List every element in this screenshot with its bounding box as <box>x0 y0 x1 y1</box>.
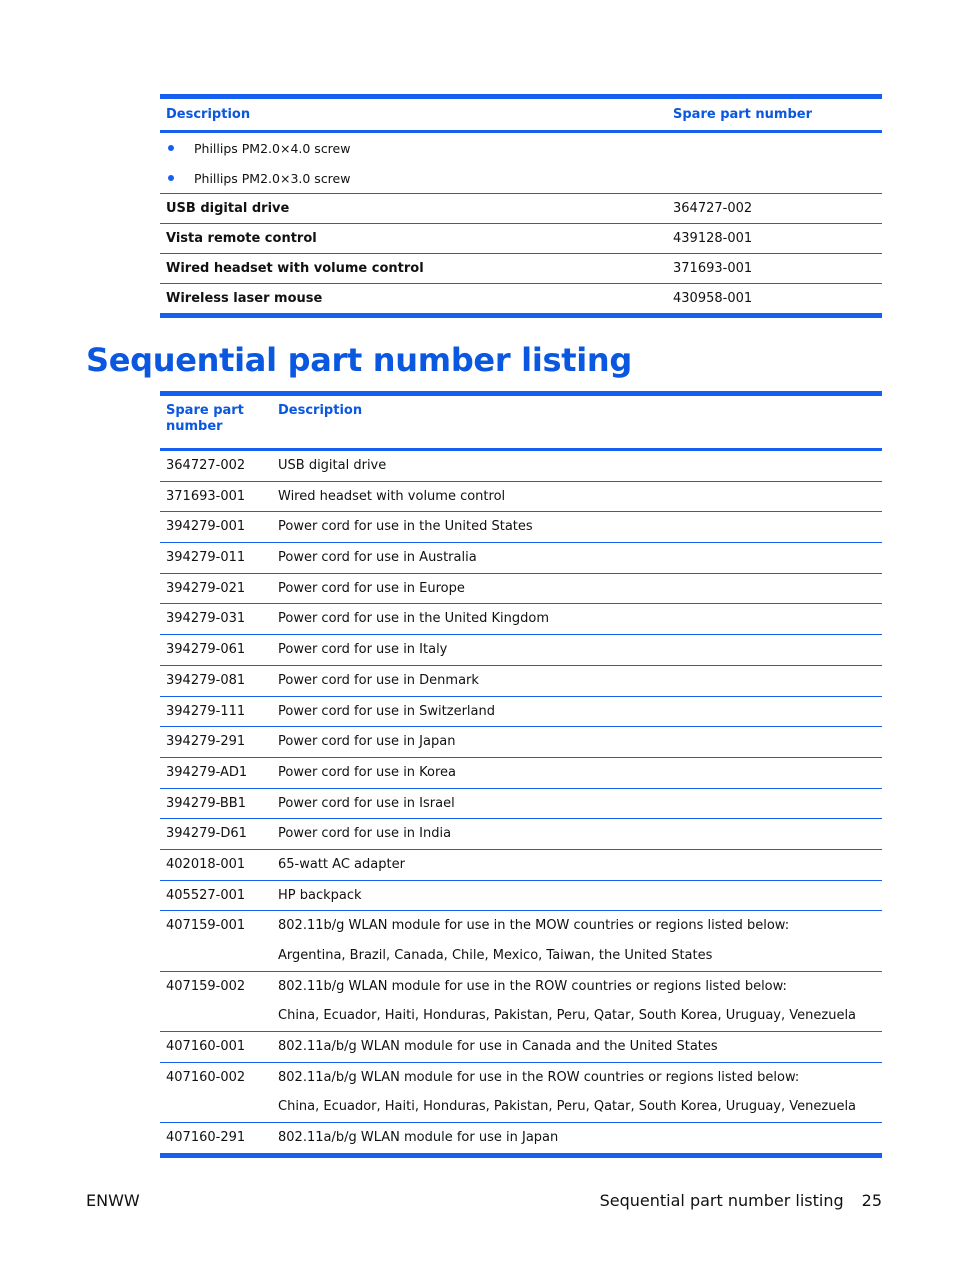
row-description <box>272 758 882 788</box>
description-line: Power cord for use in Denmark <box>278 672 479 688</box>
table-row <box>160 1062 882 1122</box>
header-spare-part-number: Spare part number <box>673 107 813 122</box>
row-part-number: 371693-001 <box>673 261 753 276</box>
row-description: Vista remote control <box>166 231 317 246</box>
table-header <box>160 396 882 451</box>
description-line: Wired headset with volume control <box>278 488 506 504</box>
sequential-parts-table <box>160 391 882 1158</box>
row-part-number: 394279-D61 <box>166 826 247 842</box>
description-line: Power cord for use in the United States <box>278 519 533 535</box>
table-row <box>160 451 882 481</box>
table-row <box>160 542 882 573</box>
table-row <box>160 788 882 819</box>
page-number: 25 <box>861 1191 882 1210</box>
description-line: Power cord for use in Italy <box>278 642 448 658</box>
description-line: 802.11a/b/g WLAN module for use in Japan <box>278 1130 559 1146</box>
description-line: Power cord for use in India <box>278 826 452 842</box>
row-description <box>272 604 882 634</box>
footer-page-info <box>600 1191 882 1210</box>
row-part-number: 394279-031 <box>166 611 246 627</box>
table-row <box>160 971 882 1031</box>
row-description <box>272 1032 882 1062</box>
table-row <box>160 880 882 911</box>
description-line: Power cord for use in Japan <box>278 734 456 750</box>
row-description <box>272 911 882 970</box>
row-part-number: 430958-001 <box>673 291 753 306</box>
table-row <box>160 223 882 253</box>
table-row <box>160 511 882 542</box>
row-part-number: 394279-111 <box>166 703 246 719</box>
header-description: Description <box>278 403 363 418</box>
description-line: 802.11b/g WLAN module for use in the ROW countries or regions listed below: <box>278 978 787 994</box>
table-row <box>160 818 882 849</box>
table-row <box>160 696 882 727</box>
row-part-number: 407160-002 <box>166 1069 246 1085</box>
table-row <box>160 481 882 512</box>
row-description <box>272 789 882 819</box>
description-line: HP backpack <box>278 887 362 903</box>
row-part-number: 394279-011 <box>166 550 246 566</box>
footer-section-name: Sequential part number listing <box>599 1191 844 1210</box>
row-description <box>272 635 882 665</box>
row-description: USB digital drive <box>166 201 290 216</box>
description-line: Argentina, Brazil, Canada, Chile, Mexico, Taiwan, the United States <box>278 948 713 963</box>
row-description <box>272 727 882 757</box>
table-row <box>160 253 882 283</box>
row-part-number: 371693-001 <box>166 488 246 504</box>
row-description <box>272 697 882 727</box>
description-line: 65-watt AC adapter <box>278 856 405 872</box>
description-line: USB digital drive <box>278 458 387 473</box>
header-spare-part-number: Spare part number <box>166 403 244 434</box>
row-part-number: 394279-AD1 <box>166 764 248 780</box>
row-part-number: 364727-002 <box>166 458 246 473</box>
row-part-number: 394279-021 <box>166 580 246 596</box>
bullet-icon <box>168 175 174 181</box>
row-description <box>272 972 882 1031</box>
description-line: China, Ecuador, Haiti, Honduras, Pakistan, Peru, Qatar, South Korea, Uruguay, Venezuela <box>278 1099 857 1115</box>
row-part-number: 364727-002 <box>673 201 753 216</box>
description-line: Power cord for use in the United Kingdom <box>278 611 549 627</box>
table-row <box>160 665 882 696</box>
row-part-number: 407160-291 <box>166 1130 246 1146</box>
section-title: Sequential part number listing <box>86 341 632 379</box>
row-description <box>272 1063 882 1122</box>
row-description <box>272 819 882 849</box>
row-description: Wireless laser mouse <box>166 291 323 306</box>
row-part-number: 394279-081 <box>166 672 246 688</box>
bullet-item <box>160 133 882 163</box>
row-part-number: 394279-BB1 <box>166 795 246 811</box>
description-line: Power cord for use in Korea <box>278 764 457 780</box>
description-line: 802.11a/b/g WLAN module for use in the ROW countries or regions listed below: <box>278 1069 800 1085</box>
row-description <box>272 574 882 604</box>
table-row <box>160 910 882 970</box>
row-part-number: 407159-001 <box>166 918 246 934</box>
description-line: Power cord for use in Australia <box>278 550 477 566</box>
accessory-parts-table <box>160 94 882 318</box>
bullet-text: Phillips PM2.0×4.0 screw <box>194 140 351 156</box>
row-description <box>272 666 882 696</box>
table-row <box>160 283 882 313</box>
table-row <box>160 757 882 788</box>
table-row <box>160 573 882 604</box>
row-part-number: 402018-001 <box>166 856 246 872</box>
row-part-number: 405527-001 <box>166 887 246 903</box>
row-description <box>272 881 882 911</box>
table-row <box>160 634 882 665</box>
bullet-text: Phillips PM2.0×3.0 screw <box>194 170 351 186</box>
bullet-item <box>160 163 882 193</box>
row-part-number: 407159-002 <box>166 978 246 994</box>
table-row <box>160 1031 882 1062</box>
table-row <box>160 849 882 880</box>
row-description: Wired headset with volume control <box>166 261 424 276</box>
table-row <box>160 193 882 223</box>
table-row <box>160 726 882 757</box>
row-description <box>272 1123 882 1153</box>
description-line: China, Ecuador, Haiti, Honduras, Pakistan, Peru, Qatar, South Korea, Uruguay, Venezuela <box>278 1008 857 1024</box>
row-description <box>272 543 882 573</box>
row-part-number: 394279-291 <box>166 734 246 750</box>
row-part-number: 439128-001 <box>673 231 753 246</box>
table-row <box>160 1122 882 1153</box>
footer-doc-code: ENWW <box>86 1191 140 1210</box>
description-line: Power cord for use in Switzerland <box>278 703 496 719</box>
description-line: 802.11b/g WLAN module for use in the MOW countries or regions listed below: <box>278 918 790 934</box>
bullet-icon <box>168 145 174 151</box>
description-line: Power cord for use in Europe <box>278 580 465 596</box>
row-part-number: 407160-001 <box>166 1039 246 1055</box>
row-description <box>272 451 882 481</box>
row-part-number: 394279-001 <box>166 519 246 535</box>
row-description <box>272 850 882 880</box>
header-description: Description <box>166 107 251 122</box>
table-row <box>160 603 882 634</box>
description-line: Power cord for use in Israel <box>278 795 455 811</box>
description-line: 802.11a/b/g WLAN module for use in Canada and the United States <box>278 1039 718 1055</box>
row-description <box>272 482 882 512</box>
row-part-number: 394279-061 <box>166 642 246 658</box>
row-description <box>272 512 882 542</box>
table-header <box>160 99 882 133</box>
